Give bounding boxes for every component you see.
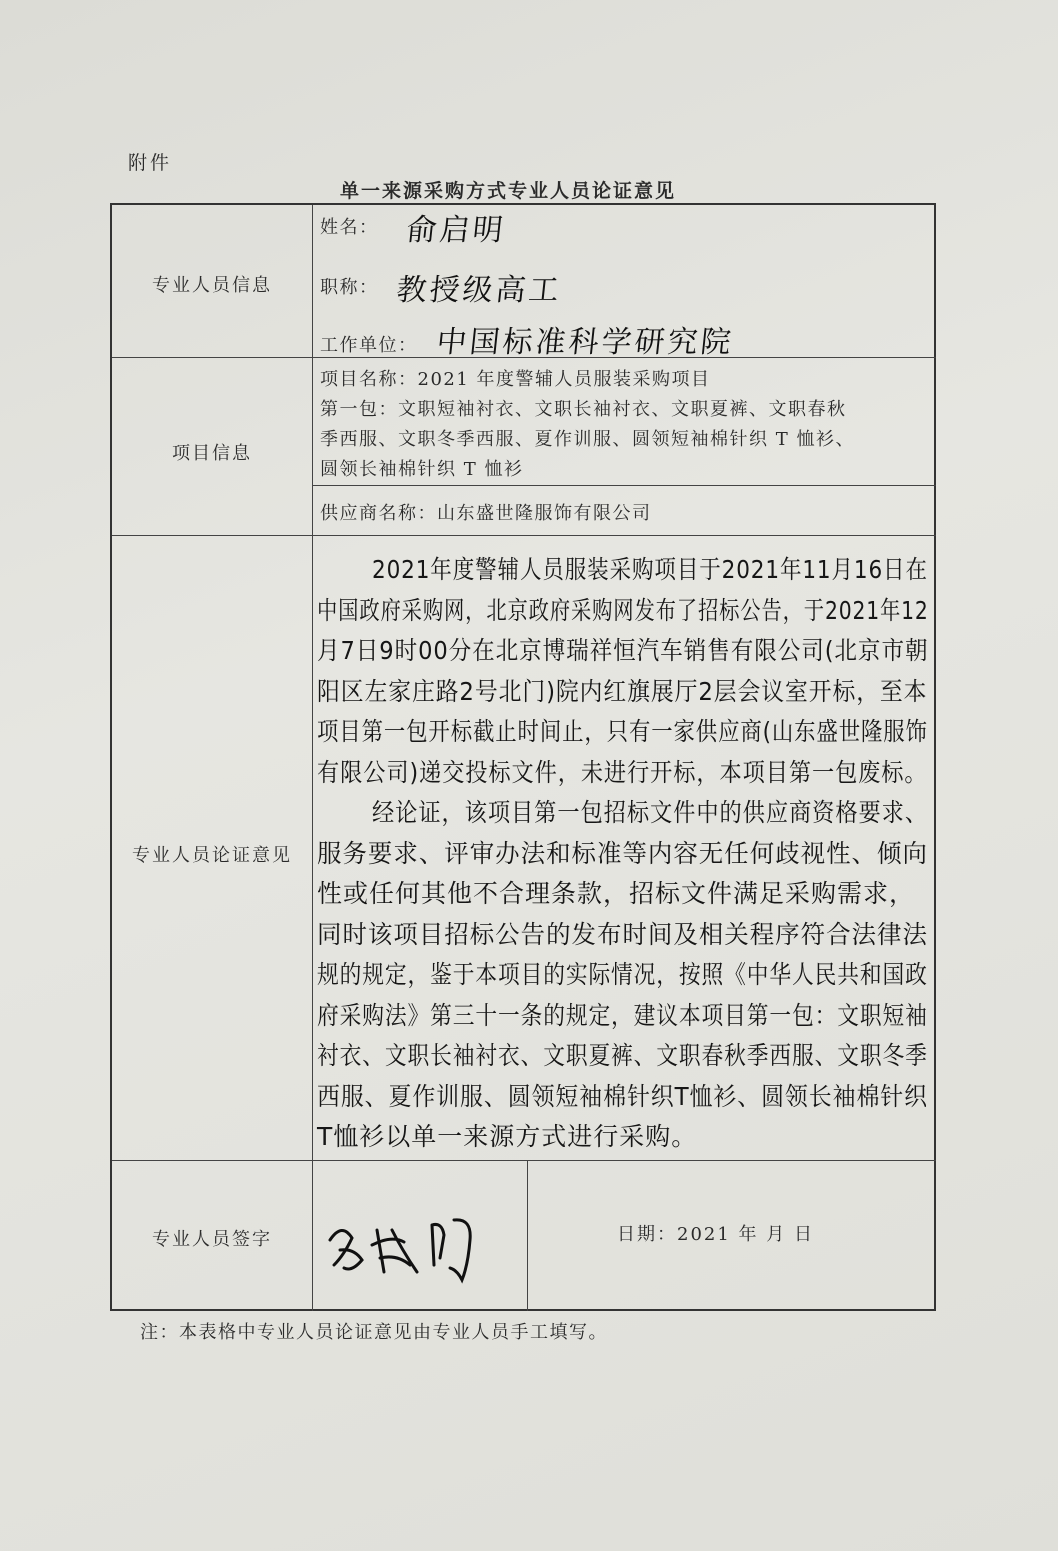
signature-date: 日期：2021 年 月 日 (617, 1224, 814, 1245)
opinion-line: 阳区左家庄路2号北门)院内红旗展厅2层会议室开标，至本 (317, 676, 928, 706)
name-value: 俞启明 (404, 213, 508, 248)
opinion-line: 服务要求、评审办法和标准等内容无任何歧视性、倾向 (317, 838, 928, 868)
employer-value: 中国标准科学研究院 (434, 325, 736, 360)
package-line-2: 季西服、文职冬季西服、夏作训服、圆领短袖棉针织 T 恤衫、 (320, 429, 855, 450)
package-line-1: 第一包：文职短袖衬衣、文职长袖衬衣、文职夏裤、文职春秋 (320, 399, 847, 420)
opinion-line: 有限公司)递交投标文件，未进行开标，本项目第一包废标。 (317, 757, 928, 787)
supplier-name: 供应商名称：山东盛世隆服饰有限公司 (320, 503, 652, 524)
employer-label: 工作单位： (320, 335, 418, 356)
project-name: 项目名称：2021 年度警辅人员服装采购项目 (320, 369, 711, 390)
expert-info-label: 专业人员信息 (152, 275, 272, 296)
opinion-line: 项目第一包开标截止时间止，只有一家供应商(山东盛世隆服饰 (317, 717, 928, 746)
signature-label: 专业人员签字 (152, 1229, 272, 1250)
signature-divider (527, 1160, 528, 1311)
title-label: 职称： (320, 277, 379, 298)
handwritten-signature (322, 1210, 492, 1285)
document-title: 单一来源采购方式专业人员论证意见 (340, 180, 677, 202)
opinion-line: 经论证，该项目第一包招标文件中的供应商资格要求、 (372, 798, 928, 827)
opinion-line: 月7日9时00分在北京博瑞祥恒汽车销售有限公司(北京市朝 (317, 636, 929, 665)
title-value: 教授级高工 (394, 273, 564, 308)
footer-note: 注：本表格中专业人员论证意见由专业人员手工填写。 (140, 1322, 608, 1343)
column-divider (312, 205, 313, 1311)
opinion-line: 衬衣、文职长袖衬衣、文职夏裤、文职春秋季西服、文职冬季 (317, 1041, 928, 1070)
row-divider-opinion (112, 1160, 936, 1161)
name-label: 姓名： (320, 217, 379, 238)
row-divider-project (112, 535, 936, 536)
opinion-form (110, 203, 936, 1311)
package-line-3: 圆领长袖棉针织 T 恤衫 (320, 459, 524, 480)
opinion-label: 专业人员论证意见 (132, 845, 292, 866)
opinion-line: T恤衫以单一来源方式进行采购。 (317, 1122, 698, 1151)
opinion-line: 府采购法》第三十一条的规定，建议本项目第一包：文职短袖 (317, 1000, 928, 1030)
project-info-label: 项目信息 (172, 443, 252, 464)
opinion-line: 2021年度警辅人员服装采购项目于2021年11月16日在 (372, 555, 928, 584)
opinion-line: 性或任何其他不合理条款，招标文件满足采购需求， (317, 879, 916, 908)
row-divider-supplier (312, 485, 936, 486)
opinion-line: 规的规定，鉴于本项目的实际情况，按照《中华人民共和国政 (317, 960, 928, 989)
attachment-label: 附件 (128, 152, 173, 174)
opinion-line: 西服、夏作训服、圆领短袖棉针织T恤衫、圆领长袖棉针织 (317, 1081, 928, 1111)
opinion-line: 同时该项目招标公告的发布时间及相关程序符合法律法 (317, 919, 928, 949)
opinion-line: 中国政府采购网，北京政府采购网发布了招标公告，于2021年12 (317, 595, 929, 625)
